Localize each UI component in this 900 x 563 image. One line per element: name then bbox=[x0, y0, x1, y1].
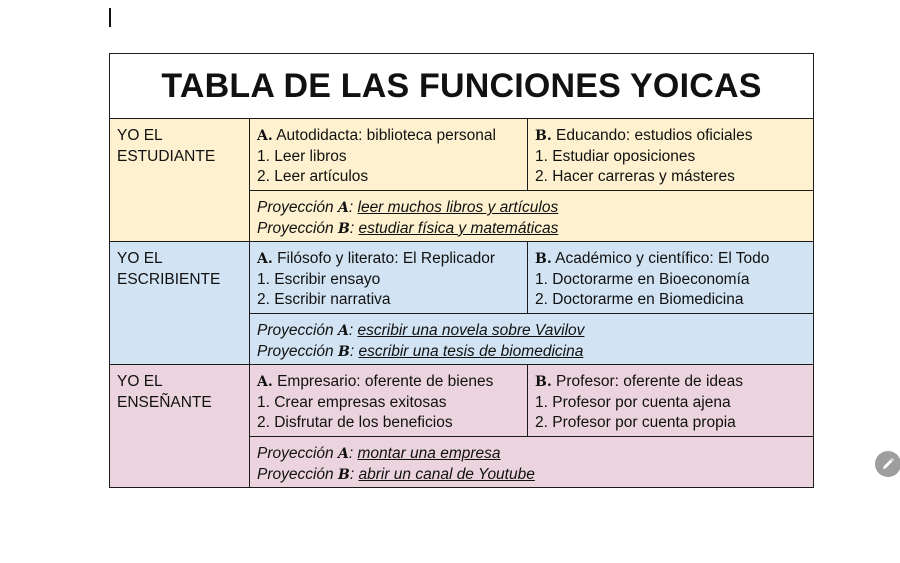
projection-prefix: Proyección bbox=[257, 465, 334, 483]
option-heading: Profesor: oferente de ideas bbox=[556, 373, 744, 390]
option-item: 2. Escribir narrativa bbox=[257, 291, 391, 308]
row-label-line: ESTUDIANTE bbox=[117, 147, 216, 165]
row-label-estudiante bbox=[110, 119, 250, 242]
projection-prefix: Proyección bbox=[257, 445, 334, 462]
projection-cell: Proyección A: escribir una novela sobre Vavilov Proyección B: escribir una tesis de biomedicina bbox=[250, 314, 814, 365]
projection-link[interactable]: leer muchos libros y artículos bbox=[357, 199, 559, 216]
projection-letter: B bbox=[338, 466, 350, 483]
option-letter: A. bbox=[257, 374, 273, 390]
projection-letter: A bbox=[338, 446, 349, 462]
row-label-line: YO EL bbox=[117, 250, 163, 267]
projection-cell: Proyección A: montar una empresa Proyección B: abrir un canal de Youtube bbox=[250, 437, 814, 488]
table-title: TABLA DE LAS FUNCIONES YOICAS bbox=[110, 54, 814, 119]
projection-prefix: Proyección bbox=[257, 342, 334, 360]
projection-letter: A bbox=[338, 200, 349, 216]
projection-prefix: Proyección bbox=[257, 322, 334, 339]
functions-table bbox=[109, 53, 814, 488]
edit-button[interactable] bbox=[875, 451, 900, 477]
option-heading: Educando: estudios oficiales bbox=[556, 127, 753, 144]
option-item: 2. Disfrutar de los beneficios bbox=[257, 414, 453, 431]
row-label-line: YO EL bbox=[117, 373, 163, 390]
option-item: 2. Profesor por cuenta propia bbox=[535, 414, 736, 431]
projection-letter: A bbox=[338, 323, 349, 339]
option-item: 1. Profesor por cuenta ajena bbox=[535, 393, 731, 411]
option-letter: B. bbox=[535, 128, 552, 144]
projection-link[interactable]: escribir una tesis de biomedicina bbox=[358, 342, 584, 360]
projection-prefix: Proyección bbox=[257, 199, 334, 216]
text-cursor bbox=[109, 8, 111, 27]
option-item: 1. Doctorarme en Bioeconomía bbox=[535, 270, 750, 288]
projection-prefix: Proyección bbox=[257, 219, 334, 237]
row-label-line: ENSEÑANTE bbox=[117, 393, 212, 411]
row-label-line: YO EL bbox=[117, 127, 163, 144]
row-label-escribiente bbox=[110, 242, 250, 365]
option-item: 2. Doctorarme en Biomedicina bbox=[535, 291, 744, 308]
option-item: 2. Hacer carreras y másteres bbox=[535, 168, 735, 185]
row-label-ensenante bbox=[110, 365, 250, 488]
option-letter: A. bbox=[257, 128, 273, 144]
option-b-cell bbox=[528, 119, 814, 191]
option-item: 1. Escribir ensayo bbox=[257, 270, 381, 288]
option-letter: B. bbox=[535, 374, 552, 390]
option-letter: A. bbox=[257, 251, 273, 267]
option-b-cell bbox=[528, 365, 814, 437]
projection-link[interactable]: estudiar física y matemáticas bbox=[358, 219, 559, 237]
option-heading: Autodidacta: biblioteca personal bbox=[276, 127, 496, 144]
option-heading: Filósofo y literato: El Replicador bbox=[277, 250, 496, 267]
option-heading: Empresario: oferente de bienes bbox=[277, 373, 494, 390]
option-item: 2. Leer artículos bbox=[257, 168, 369, 185]
pencil-icon bbox=[881, 457, 895, 471]
option-a-cell bbox=[250, 242, 528, 314]
option-item: 1. Leer libros bbox=[257, 147, 347, 165]
projection-letter: B bbox=[338, 343, 350, 360]
projection-cell: Proyección A: leer muchos libros y artículos Proyección B: estudiar física y matemáticas bbox=[250, 191, 814, 242]
row-label-line: ESCRIBIENTE bbox=[117, 270, 221, 288]
option-b-cell bbox=[528, 242, 814, 314]
option-letter: B. bbox=[535, 251, 552, 267]
option-a-cell bbox=[250, 119, 528, 191]
projection-link[interactable]: montar una empresa bbox=[357, 445, 501, 462]
option-item: 1. Crear empresas exitosas bbox=[257, 393, 447, 411]
option-item: 1. Estudiar oposiciones bbox=[535, 147, 696, 165]
option-a-cell bbox=[250, 365, 528, 437]
projection-link[interactable]: escribir una novela sobre Vavilov bbox=[357, 322, 585, 339]
projection-letter: B bbox=[338, 220, 350, 237]
projection-link[interactable]: abrir un canal de Youtube bbox=[358, 465, 535, 483]
option-heading: Académico y científico: El Todo bbox=[555, 250, 770, 267]
